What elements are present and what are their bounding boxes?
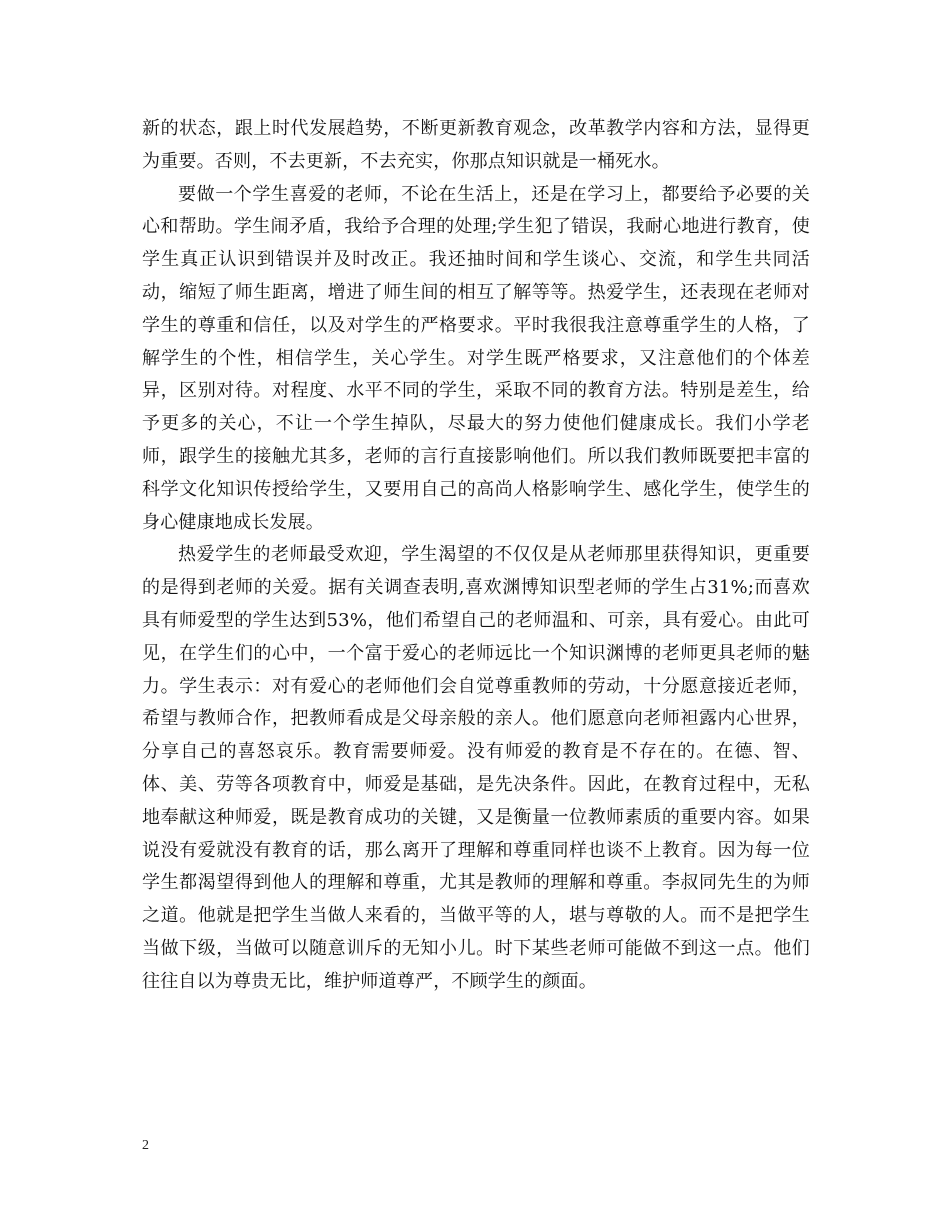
paragraph-student-care: 要做一个学生喜爱的老师，不论在生活上，还是在学习上，都要给予必要的关心和帮助。学生闹矛盾，我给予合理的处理;学生犯了错误，我耐心地进行教育，使学生真正认识到错误并及时改正。我还抽时间和学生谈心、交流，和学生共同活动，缩短了师生距离，增进了师生间的相互了解等等。热爱学生，还表现在老师对学生的尊重和信任，以及对学生的严格要求。平时我很我注意尊重学生的人格，了解学生的个性，相信学生，关心学生。对学生既严格要求，又注意他们的个体差异，区别对待。对程度、水平不同的学生，采取不同的教育方法。特别是差生，给予更多的关心，不让一个学生掉队，尽最大的努力使他们健康成长。我们小学老师，跟学生的接触尤其多，老师的言行直接影响他们。所以我们教师既要把丰富的科学文化知识传授给学生，又要用自己的高尚人格影响学生、感化学生，使学生的身心健康地成长发展。 (142, 183, 810, 533)
paragraph-continuation: 新的状态，跟上时代发展趋势，不断更新教育观念，改革教学内容和方法，显得更为重要。否则，不去更新，不去充实，你那点知识就是一桶死水。 (142, 118, 810, 172)
paragraph-teacher-love: 热爱学生的老师最受欢迎，学生渴望的不仅仅是从老师那里获得知识，更重要的是得到老师的关爱。据有关调查表明,喜欢渊博知识型老师的学生占31%;而喜欢具有师爱型的学生达到53%，他们希望自己的老师温和、可亲，具有爱心。由此可见，在学生们的心中，一个富于爱心的老师远比一个知识渊博的老师更具老师的魅力。学生表示：对有爱心的老师他们会自觉尊重教师的劳动，十分愿意接近老师，希望与教师合作，把教师看成是父母亲般的亲人。他们愿意向老师袒露内心世界，分享自己的喜怒哀乐。教育需要师爱。没有师爱的教育是不存在的。在德、智、体、美、劳等各项教育中，师爱是基础，是先决条件。因此，在教育过程中，无私地奉献这种师爱，既是教育成功的关键，又是衡量一位教师素质的重要内容。如果说没有爱就没有教育的话，那么离开了理解和尊重同样也谈不上教育。因为每一位学生都渴望得到他人的理解和尊重，尤其是教师的理解和尊重。李叔同先生的为师之道。他就是把学生当做人来看的，当做平等的人，堪与尊敬的人。而不是把学生当做下级，当做可以随意训斥的无知小儿。时下某些老师可能做不到这一点。他们往往自以为尊贵无比，维护师道尊严，不顾学生的颜面。 (142, 544, 810, 992)
page-number: 2 (142, 1138, 149, 1153)
document-body (142, 113, 810, 999)
